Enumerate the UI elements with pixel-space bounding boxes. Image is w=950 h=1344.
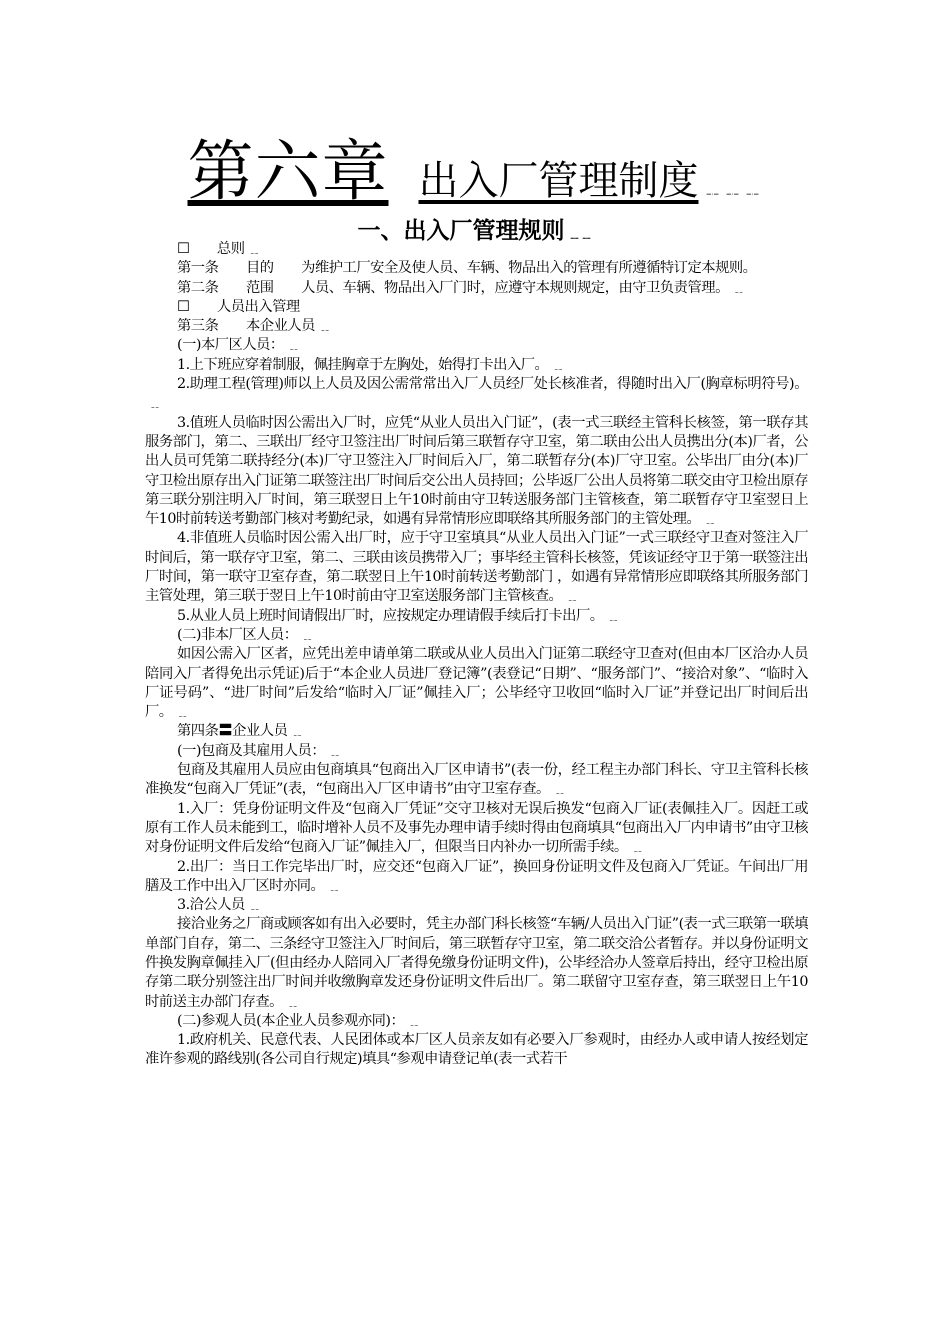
paragraph-text: (一)本厂区人员： [177, 337, 284, 354]
paragraph-text: 包商及其雇用人员应由包商填具“包商出入厂区申请书”(表一份，经工程主办部门科长、守卫主管科长核准换发“包商入厂凭证”(表，“包商出入厂区申请书”由守卫室存查。 [145, 762, 808, 798]
paragraph-text: (二)非本厂区人员： [177, 626, 298, 643]
edit-mark: ﹎ [553, 782, 566, 797]
edit-mark: ﹎ [566, 589, 579, 604]
edit-mark: ﹎﹎ [568, 227, 593, 241]
paragraph-text: 3.值班人员临时因公需出入厂时，应凭“从业人员出入门证”，(表一式三联经主管科长核签，第一联存其服务部门，第二、三联出厂经守卫签注出厂时间后第三联暂存守卫室，第二联由公出人员携出分(本)厂者，公出人员可凭第二联持经分(本)厂守卫签注入厂时间后入厂，第二联暂存分(本)厂守卫室。公毕出厂由分(本)厂守卫检出原存出入门证第二联签注出厂时间后交公出人员持回；公毕返厂公出人员将第二联交由守卫检出原存第三联分别注明入厂时间，第三联翌日上午10时前由守卫转送服务部门主管核查，第二联暂存守卫室翌日上午10时前转送考勤部门核对考勤纪录，如遇有异常情形应即联络其所服务部门的主管处理。 [145, 414, 808, 528]
document-body [145, 240, 808, 1070]
edit-mark: ﹎ [176, 705, 189, 720]
paragraph-text: 2.助理工程(管理)师以上人员及因公需常常出入厂人员经厂处长核准者，得随时出入厂(胸章标明符号)。 [177, 376, 808, 393]
paragraph [145, 317, 808, 336]
paragraph [145, 896, 808, 915]
paragraph-text: 3.洽公人员 [177, 897, 245, 914]
paragraph-text: ☐ 总则 [177, 241, 245, 257]
paragraph [145, 375, 808, 414]
paragraph [145, 626, 808, 645]
paragraph [145, 336, 808, 355]
paragraph-text: (一)包商及其雇用人员： [177, 742, 326, 759]
edit-mark: ﹎ [631, 840, 644, 855]
edit-mark: ﹎ [607, 608, 620, 623]
chapter-number: 第六章 [187, 133, 389, 210]
edit-mark: ﹎ [301, 627, 314, 642]
paragraph-text: 第四条〓企业人员 [177, 723, 288, 740]
paragraph [145, 529, 808, 606]
edit-mark: ﹎ [248, 898, 261, 913]
paragraph [145, 800, 808, 858]
edit-mark: ﹎ [329, 743, 342, 758]
paragraph-text: 第二条 范围 人员、车辆、物品出入厂门时，应遵守本规则规定，由守卫负责管理。 [177, 279, 729, 296]
paragraph-text: 1.入厂：凭身份证明文件及“包商入厂凭证”交守卫核对无误后换发“包商入厂证(表佩挂入厂。因赶工或原有工作人员未能到工，临时增补人员不及事先办理申请手续时得由包商填具“包商出入厂内申请书”由守卫核对身份证明文件后发给“包商入厂证”佩挂入厂，但限当日内补办一切所需手续。 [145, 800, 808, 856]
paragraph-text: 1.政府机关、民意代表、人民团体或本厂区人员亲友如有必要入厂参观时，由经办人或申请人按经划定准许参观的路线别(各公司自行规定)填具“参观申请登记单(表一式若干 [145, 1032, 808, 1068]
edit-mark: ﹎ [704, 512, 717, 527]
edit-mark: ﹎ [328, 878, 341, 893]
edit-mark: ﹎ [248, 242, 261, 256]
section-title-text: 一、出入厂管理规则 [357, 218, 565, 244]
edit-mark: ﹎ [732, 280, 745, 295]
paragraph-text: 第三条 本企业人员 [177, 318, 315, 335]
edit-mark: ﹎ [291, 724, 304, 739]
edit-mark: ﹎﹎﹎ [702, 175, 763, 199]
paragraph [145, 722, 808, 741]
paragraph-text: ☐ 人员出入管理 [177, 298, 300, 315]
edit-mark: ﹎ [286, 994, 299, 1009]
paragraph-text: (二)参观人员(本企业人员参观亦同)： [177, 1012, 405, 1029]
edit-mark: ﹎ [552, 357, 565, 372]
paragraph [145, 742, 808, 761]
edit-mark: ﹎ [287, 338, 300, 353]
paragraph [145, 414, 808, 530]
paragraph-text: 4.非值班人员临时因公需入出厂时，应于守卫室填具“从业人员出入门证”一式三联经守卫查对签注入厂时间后，第一联存守卫室，第二、三联由该员携带入厂；事毕经主管科长核签，凭该证经守卫于第一联签注出厂时间，第一联守卫室存查，第二联翌日上午10时前转送考勤部门 ，如遇有异常情形应即联络其所服务部门主管处理，第三联于翌日上午10时前由守卫室送服务部门主管核查。 [145, 530, 808, 605]
paragraph [145, 915, 808, 1011]
paragraph-text: 5.从业人员上班时间请假出厂时，应按规定办理请假手续后打卡出厂。 [177, 607, 604, 624]
paragraph [145, 298, 808, 317]
paragraph [145, 761, 808, 800]
paragraph [145, 645, 808, 722]
paragraph [145, 356, 808, 375]
edit-mark: ﹎ [149, 396, 162, 411]
paragraph [145, 240, 808, 259]
paragraph-text: 如因公需入厂区者，应凭出差申请单第二联或从业人员出入门证第二联经守卫查对(但由本厂区洽办人员陪同入厂者得免出示凭证)后于“本企业人员进厂登记簿”(表登记“日期”、“服务部门”、“接洽对象”、“临时入厂证号码”、“进厂时间”后发给“临时入厂证”佩挂入厂；公毕经守卫收回“临时入厂证”并登记出厂时间后出厂。 [145, 646, 808, 721]
paragraph [145, 607, 808, 626]
edit-mark: ﹎ [318, 319, 331, 334]
chapter-name: 出入厂管理制度 [418, 158, 699, 204]
paragraph-text: 接洽业务之厂商或顾客如有出入必要时，凭主办部门科长核签“车辆/人员出入门证”(表一式三联第一联填单部门自存，第二、三条经守卫签注入厂时间后，第三联暂存守卫室，第二联交洽公者暂存。并以身份证明文件换发胸章佩挂入厂(但由经办人陪同入厂者得免缴身份证明文件)，公毕经洽办人签章后持出，经守卫检出原存第二联分别签注出厂时间并收缴胸章发还身份证明文件后出厂。第二联留守卫室存查，第三联翌日上午10时前送主办部门存查。 [145, 916, 808, 1010]
paragraph [145, 1012, 808, 1031]
edit-mark: ﹎ [408, 1013, 421, 1028]
paragraph [145, 279, 808, 298]
chapter-title [0, 118, 950, 213]
paragraph-text: 1.上下班应穿着制服，佩挂胸章于左胸处，始得打卡出入厂。 [177, 356, 549, 373]
paragraph [145, 259, 808, 278]
paragraph-text: 2.出厂：当日工作完毕出厂时，应交还“包商入厂证”，换回身份证明文件及包商入厂凭证。午间出厂用膳及工作中出入厂区时亦同。 [145, 858, 808, 894]
paragraph [145, 858, 808, 897]
paragraph [145, 1031, 808, 1070]
paragraph-text: 第一条 目的 为维护工厂安全及使人员、车辆、物品出入的管理有所遵循特订定本规则。 [177, 260, 757, 277]
